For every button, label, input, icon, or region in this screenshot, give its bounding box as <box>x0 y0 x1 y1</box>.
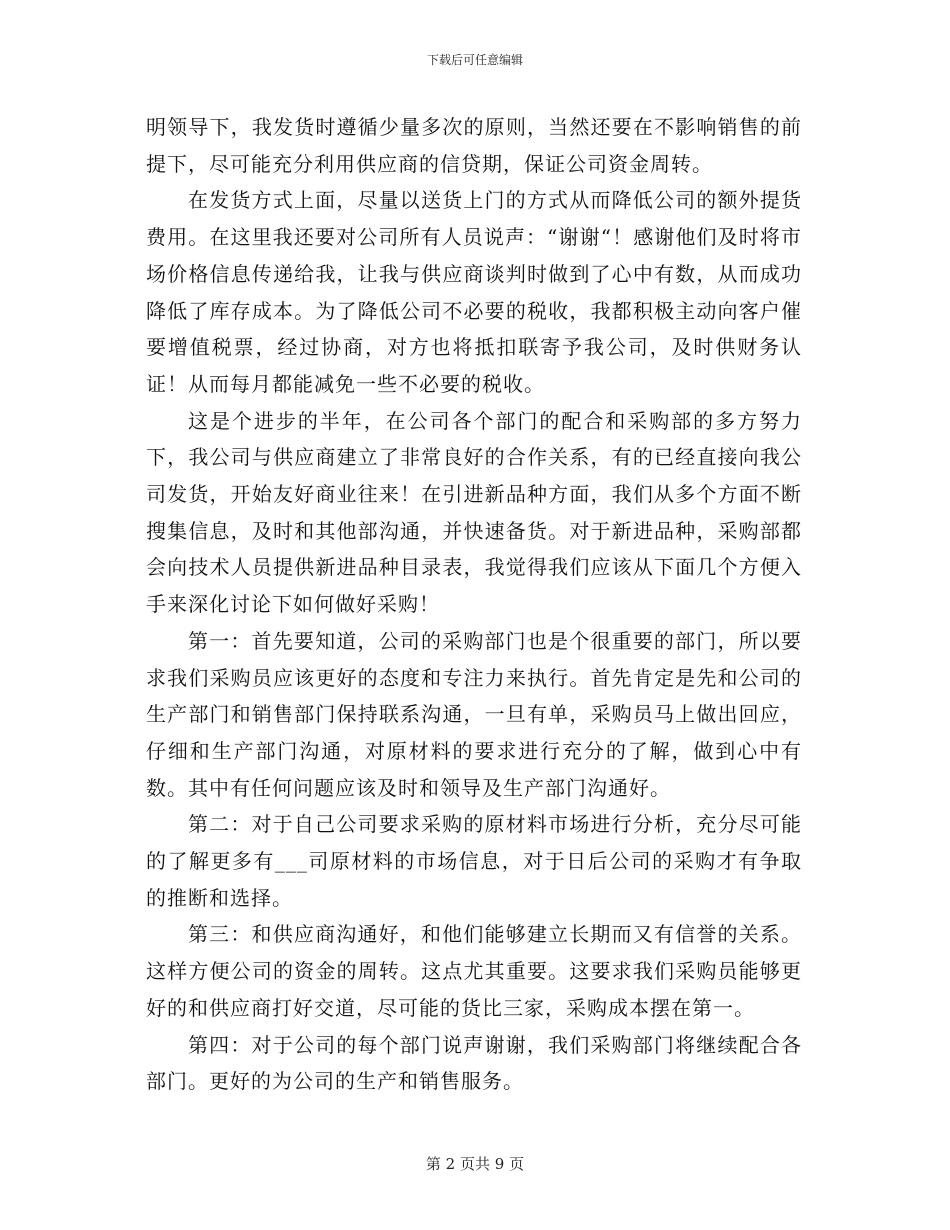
paragraph-point-one: 第一：首先要知道，公司的采购部门也是个很重要的部门，所以要求我们采购员应该更好的态度和专注力来执行。首先肯定是先和公司的生产部门和销售部门保持联系沟通，一旦有单，采购员马上做出回应，仔细和生产部门沟通，对原材料的要求进行充分的了解，做到心中有数。其中有任何问题应该及时和领导及生产部门沟通好。 <box>146 628 802 800</box>
paragraph-continuation: 明领导下，我发货时遵循少量多次的原则，当然还要在不影响销售的前提下，尽可能充分利用供应商的信贷期，保证公司资金周转。 <box>146 115 802 176</box>
paragraph-point-three: 第三：和供应商沟通好，和他们能够建立长期而又有信誉的关系。这样方便公司的资金的周转。这点尤其重要。这要求我们采购员能够更好的和供应商打好交道，尽可能的货比三家，采购成本摆在第一。 <box>146 922 802 1020</box>
paragraph-point-two: 第二：对于自己公司要求采购的原材料市场进行分析，充分尽可能的了解更多有___司原材料的市场信息，对于日后公司的采购才有争取的推断和选择。 <box>146 812 802 910</box>
paragraph-delivery-method: 在发货方式上面，尽量以送货上门的方式从而降低公司的额外提货费用。在这里我还要对公司所有人员说声：“谢谢“！感谢他们及时将市场价格信息传递给我，让我与供应商谈判时做到了心中有数，从而成功降低了库存成本。为了降低公司不必要的税收，我都积极主动向客户催要增值税票，经过协商，对方也将抵扣联寄予我公司，及时供财务认证！从而每月都能减免一些不必要的税收。 <box>146 188 802 396</box>
page-number-footer: 第 2 页共 9 页 <box>425 1155 525 1173</box>
document-body <box>146 109 802 1100</box>
paragraph-half-year-progress: 这是个进步的半年，在公司各个部门的配合和采购部的多方努力下，我公司与供应商建立了非常良好的合作关系，有的已经直接向我公司发货，开始友好商业往来！在引进新品种方面，我们从多个方面不断搜集信息，及时和其他部沟通，并快速备货。对于新进品种，采购部都会向技术人员提供新进品种目录表，我觉得我们应该从下面几个方便入手来深化讨论下如何做好采购！ <box>146 408 802 617</box>
paragraph-point-four: 第四：对于公司的每个部门说声谢谢，我们采购部门将继续配合各部门。更好的为公司的生产和销售服务。 <box>146 1032 802 1094</box>
page-header: 下载后可任意编辑 <box>426 53 523 67</box>
